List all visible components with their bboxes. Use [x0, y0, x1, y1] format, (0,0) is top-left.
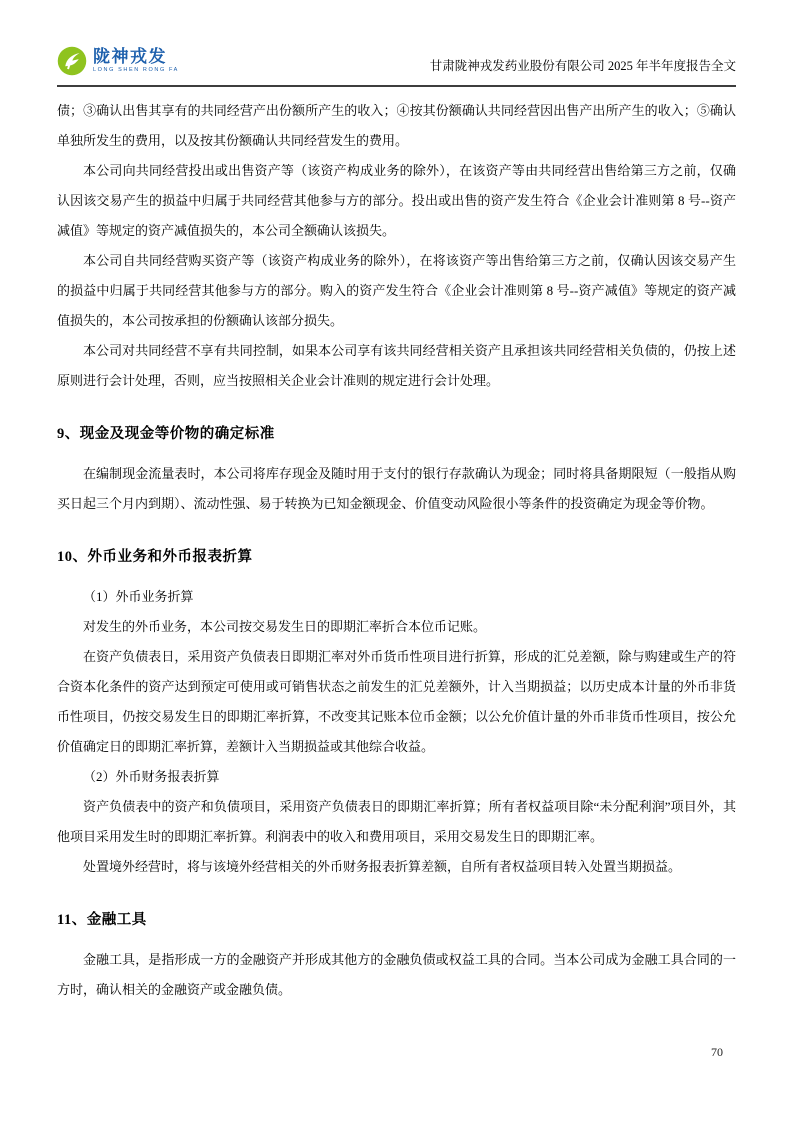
paragraph: 本公司对共同经营不享有共同控制，如果本公司享有该共同经营相关资产且承担该共同经营相关负债的，仍按上述原则进行会计处理，否则，应当按照相关企业会计准则的规定进行会计处理。: [57, 343, 736, 388]
logo-brand-cn: 陇神戎发: [93, 47, 167, 67]
paragraph: 在资产负债表日，采用资产负债表日即期汇率对外币货币性项目进行折算，形成的汇兑差额，除与购建或生产的符合资本化条件的资产达到预定可使用或可销售状态之前发生的汇兑差额外，计入当期损益；以历史成本计量的外币非货币性项目，仍按交易发生日的即期汇率折算，不改变其记账本位币金额；以公允价值计量的外币非货币性项目，按公允价值确定日的即期汇率折算，差额计入当期损益或其他综合收益。: [57, 649, 736, 754]
paragraph: 在编制现金流量表时，本公司将库存现金及随时用于支付的银行存款确认为现金；同时将具备期限短（一般指从购买日起三个月内到期）、流动性强、易于转换为已知金额现金、价值变动风险很小等条件的投资确定为现金等价物。: [57, 466, 736, 511]
company-logo: [57, 46, 179, 76]
logo-brand-en: LONG SHEN RONG FA: [93, 67, 179, 74]
subsection-label: （1）外币业务折算: [83, 589, 194, 604]
paragraph: 资产负债表中的资产和负债项目，采用资产负债表日的即期汇率折算；所有者权益项目除“未分配利润”项目外，其他项目采用发生时的即期汇率折算。利润表中的收入和费用项目，采用交易发生日的即期汇率。: [57, 799, 736, 844]
longshen-logo-icon: [57, 46, 87, 76]
document-body: [57, 87, 736, 1005]
subsection-label: （2）外币财务报表折算: [83, 769, 220, 784]
logo-wordmark: [93, 48, 179, 74]
page-header: [57, 0, 736, 87]
paragraph-continuation: 债；③确认出售其享有的共同经营产出份额所产生的收入；④按其份额确认共同经营因出售产出所产生的收入；⑤确认单独所发生的费用，以及按其份额确认共同经营发生的费用。: [57, 103, 736, 148]
section-heading-11: 11、金融工具: [57, 912, 147, 928]
paragraph: 金融工具，是指形成一方的金融资产并形成其他方的金融负债或权益工具的合同。当本公司成为金融工具合同的一方时，确认相关的金融资产或金融负债。: [57, 952, 736, 997]
section-heading-10: 10、外币业务和外币报表折算: [57, 549, 253, 565]
paragraph: 本公司自共同经营购买资产等（该资产构成业务的除外），在将该资产等出售给第三方之前，仅确认因该交易产生的损益中归属于共同经营其他参与方的部分。购入的资产发生符合《企业会计准则第 8 号--资产减值》等规定的资产减值损失的，本公司按承担的份额确认该部分损失。: [57, 253, 736, 328]
page-number: 70: [711, 1045, 723, 1059]
paragraph: 本公司向共同经营投出或出售资产等（该资产构成业务的除外），在该资产等由共同经营出售给第三方之前，仅确认因该交易产生的损益中归属于共同经营其他参与方的部分。投出或出售的资产发生符合《企业会计准则第 8 号--资产减值》等规定的资产减值损失的，本公司全额确认该损失。: [57, 163, 736, 238]
document-title: 甘肃陇神戎发药业股份有限公司 2025 年半年度报告全文: [429, 59, 736, 73]
paragraph: 对发生的外币业务，本公司按交易发生日的即期汇率折合本位币记账。: [83, 619, 487, 634]
paragraph: 处置境外经营时，将与该境外经营相关的外币财务报表折算差额，自所有者权益项目转入处置当期损益。: [83, 859, 682, 874]
section-heading-9: 9、现金及现金等价物的确定标准: [57, 426, 275, 442]
